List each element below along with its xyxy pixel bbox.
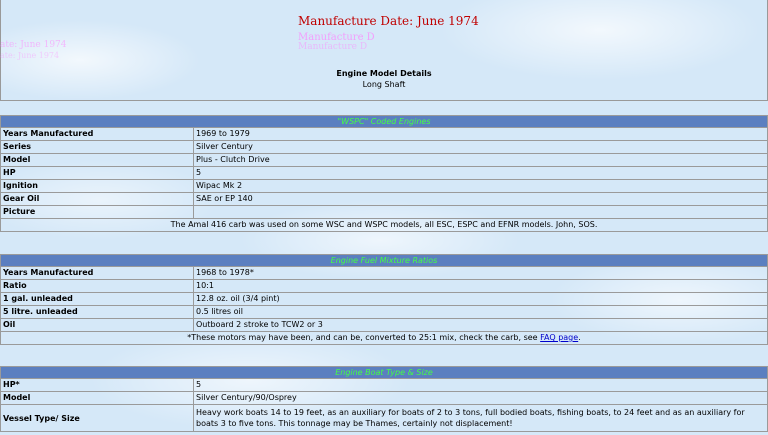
row-value: Silver Century [194,141,768,154]
table-row [1,154,768,167]
row-label: Ratio [1,280,194,293]
row-label: 5 litre. unleaded [1,306,194,319]
row-value: 1969 to 1979 [194,128,768,141]
table-row [1,128,768,141]
table-row [1,267,768,280]
row-label: HP* [1,379,194,392]
mixture-note-text: *These motors may have been, and can be, converted to 25:1 mix, check the carb, see [187,333,541,342]
faq-page-link[interactable]: FAQ page [540,333,579,342]
row-label: Series [1,141,194,154]
mixture-note [1,332,768,345]
section-header-boat-type: Engine Boat Type & Size [1,367,768,379]
row-value: Plus - Clutch Drive [194,154,768,167]
ghost-text-2: Manufacture D [298,42,368,52]
table-row [1,280,768,293]
row-value: Silver Century/90/Osprey [194,392,768,405]
table-row [1,319,768,332]
engine-model-details-subtitle: Long Shaft [362,80,406,89]
table-row [1,405,768,432]
row-value: Wipac Mk 2 [194,180,768,193]
row-label: Vessel Type/ Size [1,405,194,432]
ghost-text-1: Manufacture D [298,32,375,43]
table-row [1,180,768,193]
row-label: Gear Oil [1,193,194,206]
engine-model-details-title: Engine Model Details [336,69,432,78]
note-row [1,332,768,345]
boat-type-table [0,366,768,432]
row-value: 5 [194,167,768,180]
section-header-coded-engines: "WSPC" Coded Engines [1,116,768,128]
row-value: Outboard 2 stroke to TCW2 or 3 [194,319,768,332]
table-row [1,306,768,319]
section-header-fuel-mixture: Engine Fuel Mixture Ratios [1,255,768,267]
note-row [1,219,768,232]
row-label: 1 gal. unleaded [1,293,194,306]
row-label: Years Manufactured [1,267,194,280]
ghost-text-left-2: ate: June 1974 [0,51,60,60]
coded-engines-table [0,115,768,232]
table-row [1,379,768,392]
row-value: Heavy work boats 14 to 19 feet, as an auxiliary for boats of 2 to 3 tons, full bodied boats, fishing boats, to 24 feet and as an auxiliary for boats 3 to five tons. This tonnage may be Thames, certainly not displacement! [194,405,768,432]
row-label: HP [1,167,194,180]
table-row [1,141,768,154]
row-label: Model [1,154,194,167]
carb-note: The Amal 416 carb was used on some WSC and WSPC models, all ESC, ESPC and EFNR models. John, SOS. [1,219,768,232]
picture-cell [194,206,768,219]
manufacture-date-heading: Manufacture Date: June 1974 [298,14,479,28]
row-label: Ignition [1,180,194,193]
row-value: SAE or EP 140 [194,193,768,206]
row-value: 12.8 oz. oil (3/4 pint) [194,293,768,306]
table-row [1,392,768,405]
table-row [1,167,768,180]
ghost-text-left-1: ate: June 1974 [0,40,67,50]
row-label: Picture [1,206,194,219]
row-label: Model [1,392,194,405]
row-label: Years Manufactured [1,128,194,141]
table-row [1,293,768,306]
fuel-mixture-table [0,254,768,345]
mixture-note-end: . [578,333,581,342]
row-label: Oil [1,319,194,332]
table-row [1,206,768,219]
row-value: 10:1 [194,280,768,293]
row-value: 5 [194,379,768,392]
row-value: 1968 to 1978* [194,267,768,280]
row-value: 0.5 litres oil [194,306,768,319]
table-row [1,193,768,206]
